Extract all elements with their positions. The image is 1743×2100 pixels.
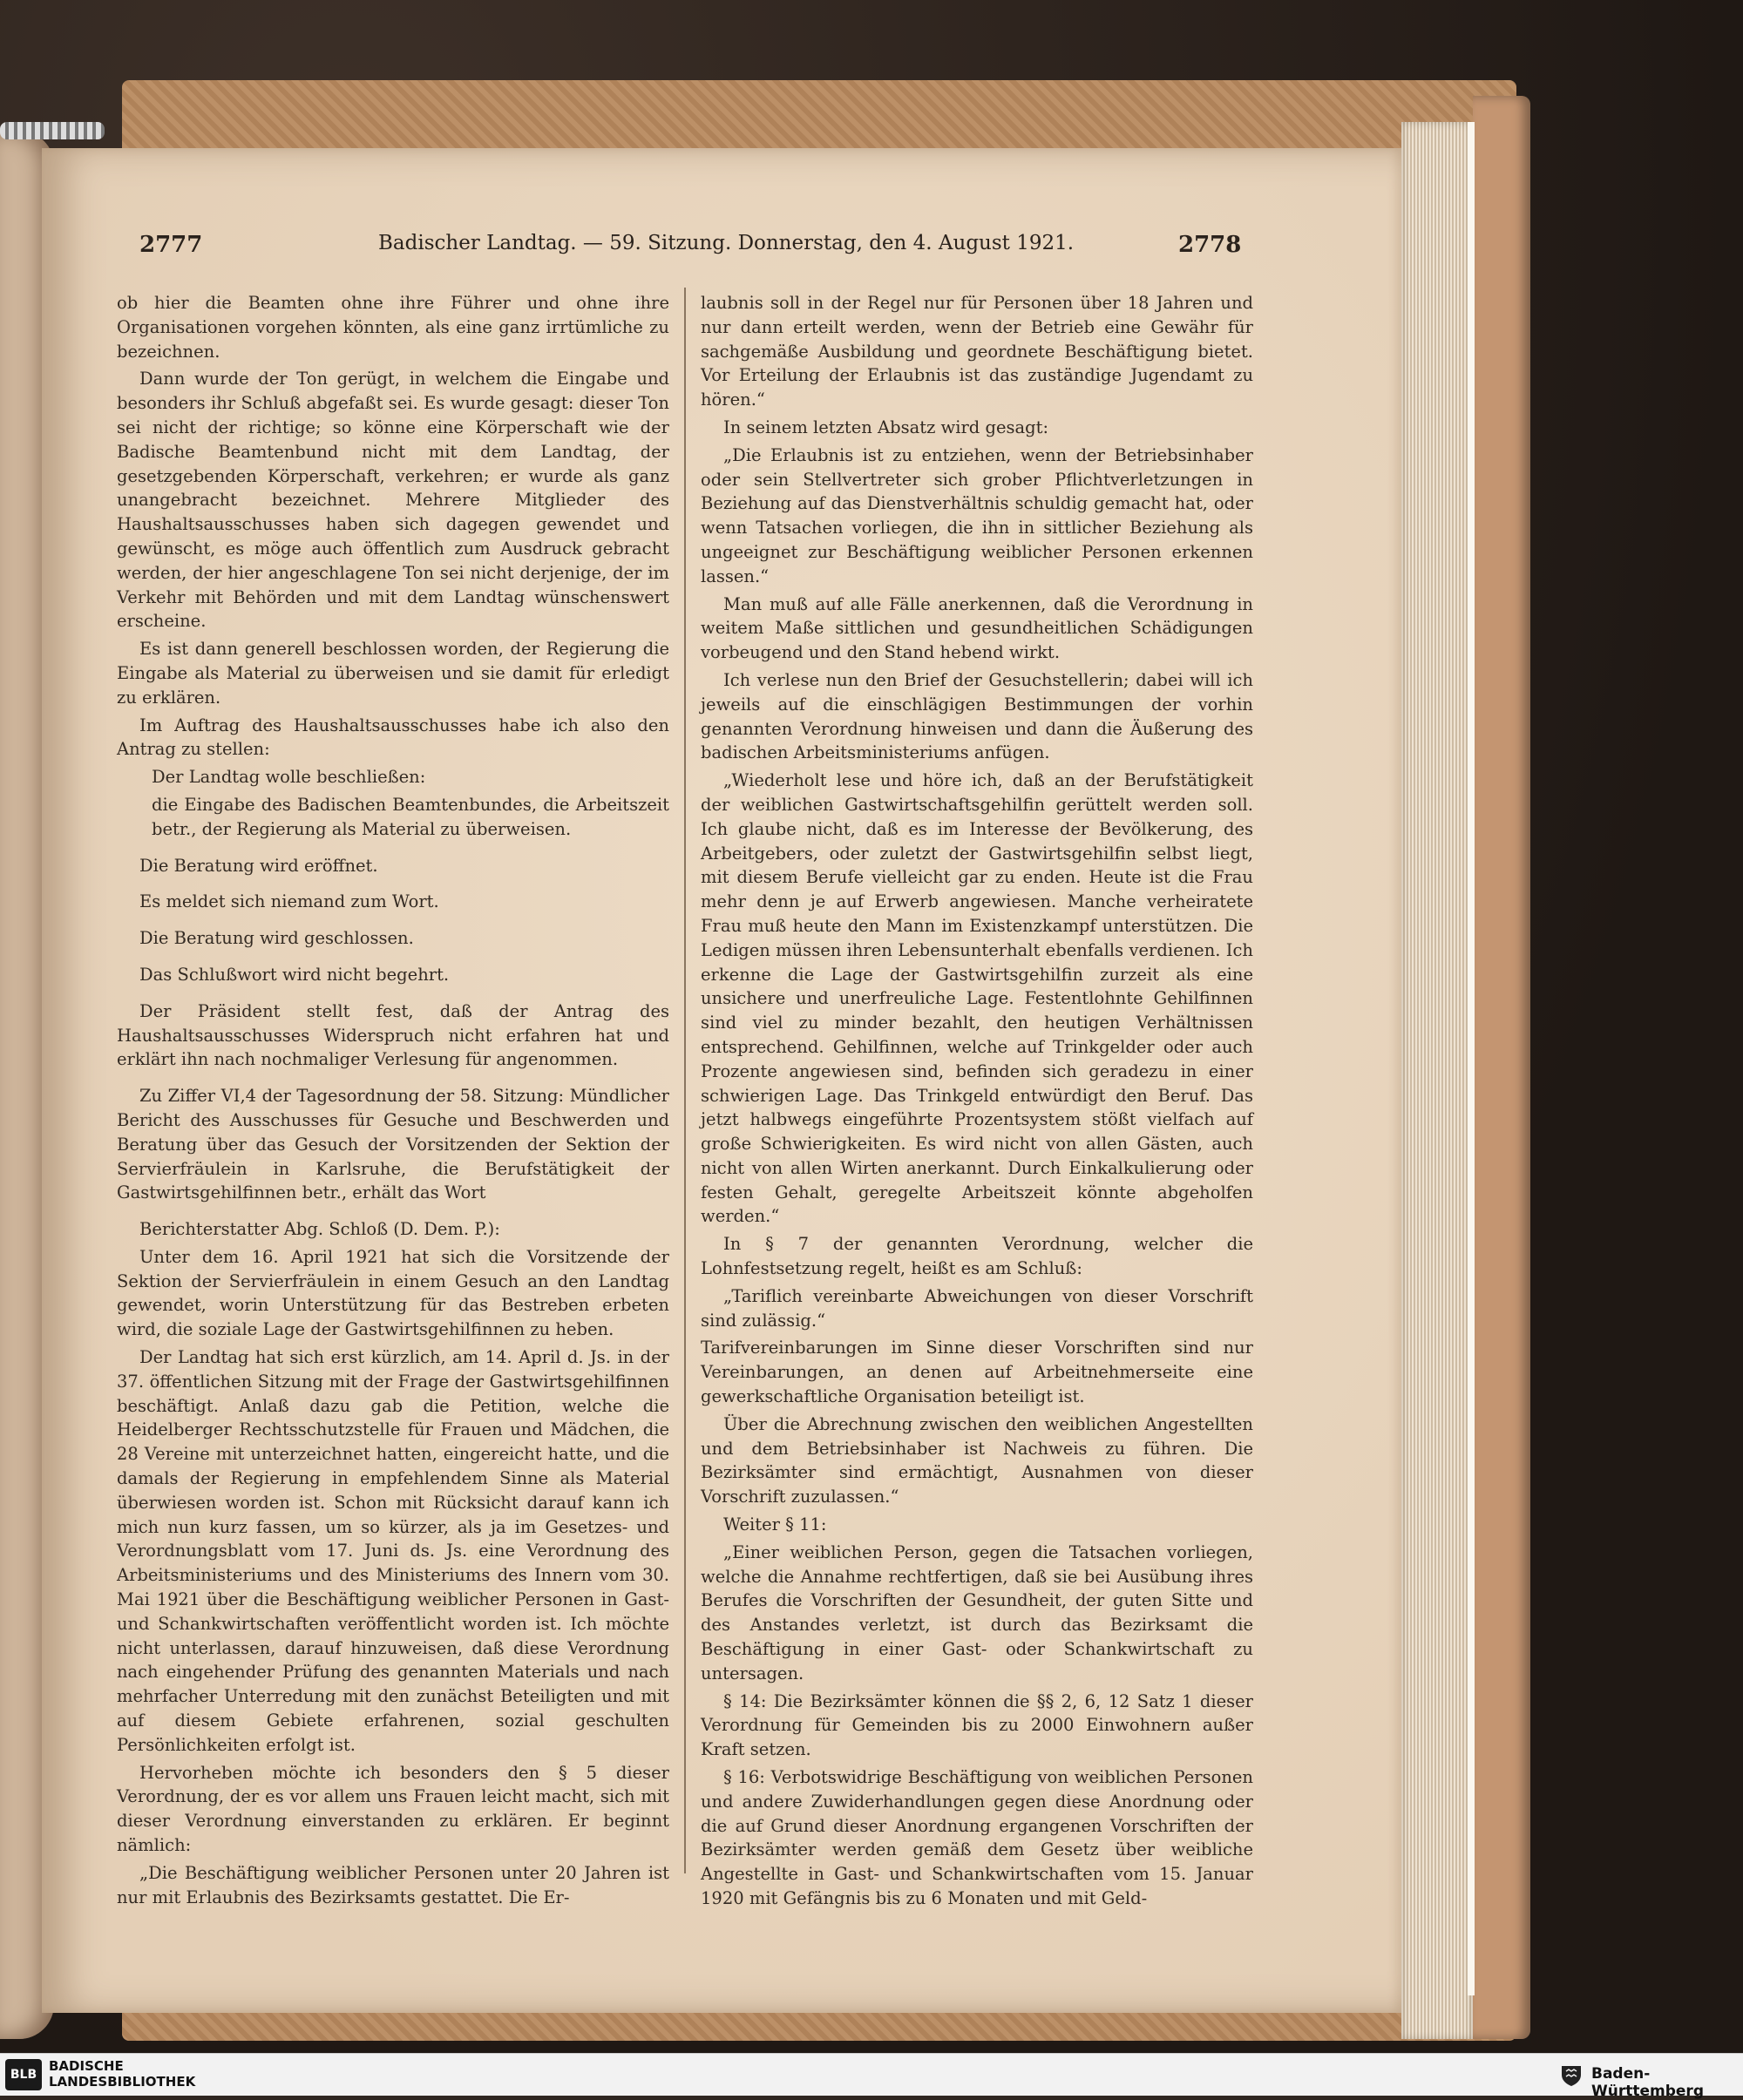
blb-logo: BLB: [5, 2059, 42, 2090]
book-spine-edge: [1473, 96, 1530, 2039]
paragraph: Es ist dann generell beschlossen worden, der Regierung die Eingabe als Material zu überweisen und sie damit für erledigt zu erklären.: [117, 639, 669, 708]
paragraph: Tarifvereinbarungen im Sinne dieser Vorschriften sind nur Vereinbarungen, an denen auf Arbeitnehmerseite eine gewerkschaftliche Organisation beteiligt ist.: [701, 1338, 1253, 1407]
paragraph: Die Beratung wird eröffnet.: [139, 855, 378, 876]
library-name-line2: LANDESBIBLIOTHEK: [49, 2074, 196, 2090]
left-text-column: [117, 291, 669, 1913]
paragraph: Das Schlußwort wird nicht begehrt.: [139, 964, 450, 985]
paragraph: § 14: Die Bezirksämter können die §§ 2, 6, 12 Satz 1 dieser Verordnung für Gemeinden bis zu 2000 Einwohnern außer Kraft setzen.: [701, 1690, 1253, 1760]
library-footer-bar: [0, 2053, 1743, 2100]
right-page-number: 2778: [1178, 232, 1242, 258]
page-stack-edges: [1401, 122, 1473, 2039]
paragraph: Ich verlese nun den Brief der Gesuchstellerin; dabei will ich jeweils auf die einschlägigen Bestimmungen der vorhin genannten Verordnung hinweisen und dann die Äußerung des badischen Arbeitsministeriums anfügen.: [701, 669, 1253, 763]
paragraph: Hervorheben möchte ich besonders den § 5 dieser Verordnung, der es vor allem uns Frauen leicht macht, sich mit dieser Verordnung einverstanden zu erklären. Er beginnt nämlich:: [117, 1762, 669, 1856]
left-page-number: 2777: [139, 232, 203, 258]
paragraph: die Eingabe des Badischen Beamtenbundes, die Arbeitszeit betr., der Regierung als Material zu überweisen.: [152, 794, 669, 839]
paragraph: „Die Beschäftigung weiblicher Personen unter 20 Jahren ist nur mit Erlaubnis des Bezirksamts gestattet. Die Er-: [117, 1862, 669, 1907]
paragraph: „Einer weiblichen Person, gegen die Tatsachen vorliegen, welche die Annahme rechtfertigen, daß sie bei Ausübung ihres Berufes die Vorschriften der Gesundheit, der guten Sitte und des Anstandes verletzt, ist durch das Bezirksamt die Beschäftigung in einer Gast- oder Schankwirtschaft zu untersagen.: [701, 1541, 1253, 1683]
paragraph: Zu Ziffer VI,4 der Tagesordnung der 58. Sitzung: Mündlicher Bericht des Ausschusses für Gesuche und Beschwerden und Beratung über das Gesuch der Vorsitzenden der Sektion der Servierfräulein in Karlsruhe, die Berufstätigkeit der Gastwirtsgehilfinnen betr., erhält das Wort: [117, 1086, 669, 1203]
state-name: Baden-Württemberg: [1591, 2065, 1704, 2100]
paragraph: Dann wurde der Ton gerügt, in welchem die Eingabe und besonders ihr Schluß abgefaßt sei. Es wurde gesagt: dieser Ton sei nicht der richtige; so könne eine Körperschaft wie der Badische Beamtenbund nicht mit dem Landtag, der gesetzgebenden Körperschaft, verkehren; er wurde als ganz unangebracht bezeichnet. Mehrere Mitglieder des Haushaltsausschusses haben sich dagegen gewendet und gewünscht, es möge auch öffentlich zum Ausdruck gebracht werden, der hier angeschlagene Ton sei nicht derjenige, der im Verkehr mit Behörden und mit dem Landtag wünschenswert erscheine.: [117, 369, 669, 632]
paragraph: „Die Erlaubnis ist zu entziehen, wenn der Betriebsinhaber oder sein Stellvertreter sich grober Pflichtverletzungen in Beziehung auf das Dienstverhältnis schuldig gemacht hat, oder wenn Tatsachen vorliegen, die ihn in sittlicher Beziehung als ungeeignet zur Beschäftigung weiblicher Personen erkennen lassen.“: [701, 444, 1253, 586]
paragraph: Weiter § 11:: [723, 1514, 827, 1535]
paragraph: Unter dem 16. April 1921 hat sich die Vorsitzende der Sektion der Servierfräulein in einem Gesuch an den Landtag gewendet, worin Unterstützung für das Bestreben erbeten wird, die soziale Lage der Gastwirtsgehilfinnen zu heben.: [117, 1246, 669, 1340]
paragraph: Die Beratung wird geschlossen.: [139, 928, 414, 949]
paragraph: Der Präsident stellt fest, daß der Antrag des Haushaltsausschusses Widerspruch nicht erfahren hat und erklärt ihn nach nochmaliger Verlesung für angenommen.: [117, 1000, 669, 1070]
right-text-column: [701, 291, 1253, 1914]
paragraph: Der Landtag hat sich erst kürzlich, am 14. April d. Js. in der 37. öffentlichen Sitzung mit der Frage der Gastwirtsgehilfinnen beschäftigt. Anlaß dazu gab die Petition, welche die Heidelberger Rechtsschutzstelle für Frauen und Mädchen, die 28 Vereine mit unterzeichnet hatten, eingereicht hatte, und die damals der Regierung in empfehlendem Sinne als Material überwiesen worden ist. Schon mit Rücksicht darauf kann ich mich nun kurz fassen, um so kürzer, als ja im Gesetzes- und Verordnungsblatt vom 17. Juni ds. Js. eine Verordnung des Arbeitsministeriums und des Ministeriums des Innern vom 30. Mai 1921 über die Beschäftigung weiblicher Personen in Gast- und Schankwirtschaften veröffentlicht worden ist. Ich möchte nicht unterlassen, darauf hinzuweisen, daß diese Verordnung nach eingehender Prüfung des genannten Materials und nach mehrfacher Unterredung mit den zunächst Beteiligten und mit auf diesem Gebiete erfahrenen, sozial geschulten Persönlichkeiten erfolgt ist.: [117, 1347, 669, 1755]
lion-coat-of-arms-icon: [1558, 2063, 1584, 2087]
library-name-line1: BADISCHE: [49, 2058, 124, 2074]
page-white-edge: [1468, 122, 1475, 1995]
paragraph: Es meldet sich niemand zum Wort.: [139, 891, 439, 912]
paragraph: § 16: Verbotswidrige Beschäftigung von weiblichen Personen und andere Zuwiderhandlungen gegen diese Anordnung oder die auf Grund dieser Anordnung ergangenen Vorschriften der Bezirksämter werden gemäß dem Gesetz über weibliche Angestellte in Gast- und Schankwirtschaften vom 15. Januar 1920 mit Gefängnis bis zu 6 Monaten und mit Geld-: [701, 1767, 1253, 1908]
column-divider: [684, 288, 686, 1873]
paragraph: Man muß auf alle Fälle anerkennen, daß die Verordnung in weitem Maße sittlichen und gesundheitlichen Schädigungen vorbeugend und den Stand hebend wirkt.: [701, 593, 1253, 663]
paragraph: Über die Abrechnung zwischen den weiblichen Angestellten und dem Betriebsinhaber ist Nachweis zu führen. Die Bezirksämter sind ermächtigt, Ausnahmen von dieser Vorschrift zuzulassen.“: [701, 1413, 1253, 1507]
paragraph: In § 7 der genannten Verordnung, welcher die Lohnfestsetzung regelt, heißt es am Schluß:: [701, 1234, 1253, 1279]
paragraph: ob hier die Beamten ohne ihre Führer und ohne ihre Organisationen vorgehen könnten, als eine ganz irrtümliche zu bezeichnen.: [117, 293, 669, 362]
paragraph: In seinem letzten Absatz wird gesagt:: [723, 417, 1049, 437]
paragraph: Der Landtag wolle beschließen:: [152, 767, 426, 788]
paragraph: Im Auftrag des Haushaltsausschusses habe ich also den Antrag zu stellen:: [117, 715, 669, 760]
paragraph: „Wiederholt lese und höre ich, daß an der Berufstätigkeit der weiblichen Gastwirtschaftsgehilfin gerüttelt werden soll. Ich glaube nicht, daß es im Interesse der Bevölkerung, des Arbeitgebers, oder zuletzt der Gastwirtsgehilfin selbst liegt, mit diesem Berufe vielleicht gar zu enden. Heute ist die Frau mehr denn je auf Erwerb angewiesen. Manche verheiratete Frau muß heute den Mann im Existenzkampf unterstützen. Die Ledigen müssen ihren Lebensunterhalt ebenfalls verdienen. Ich erkenne die Lage der Gastwirtsgehilfin zurzeit als eine unsichere und unerfreuliche Lage. Festentlohnte Gehilfinnen sind viel zu minder bezahlt, den heutigen Verhältnissen entsprechend. Gehilfinnen, welche auf Trinkgelder oder auch Prozente angewiesen sind, befinden sich geradezu in einer schwierigen Lage. Das Trinkgeld entwürdigt den Beruf. Das jetzt halbwegs eingeführte Prozentsystem stößt vielfach auf große Schwierigkeiten. Es wird nicht von allen Gästen, auch nicht von allen Wirten anerkannt. Durch Einkalkulierung oder festen Gehalt, geregelte Arbeitszeit könnte abgeholfen werden.“: [701, 770, 1253, 1227]
library-name: [49, 2058, 195, 2090]
binding-spiral: [0, 122, 105, 139]
paragraph: „Tariflich vereinbarte Abweichungen von dieser Vorschrift sind zulässig.“: [701, 1285, 1253, 1331]
paragraph: Berichterstatter Abg. Schloß (D. Dem. P.):: [139, 1219, 500, 1240]
paragraph: laubnis soll in der Regel nur für Personen über 18 Jahren und nur dann erteilt werden, wenn der Betrieb eine Gewähr für sachgemäße Ausbildung und geordnete Beschäftigung bietet. Vor Erteilung der Erlaubnis ist das zuständige Jugendamt zu hören.“: [701, 293, 1253, 410]
running-header: Badischer Landtag. — 59. Sitzung. Donnerstag, den 4. August 1921.: [378, 232, 1075, 254]
